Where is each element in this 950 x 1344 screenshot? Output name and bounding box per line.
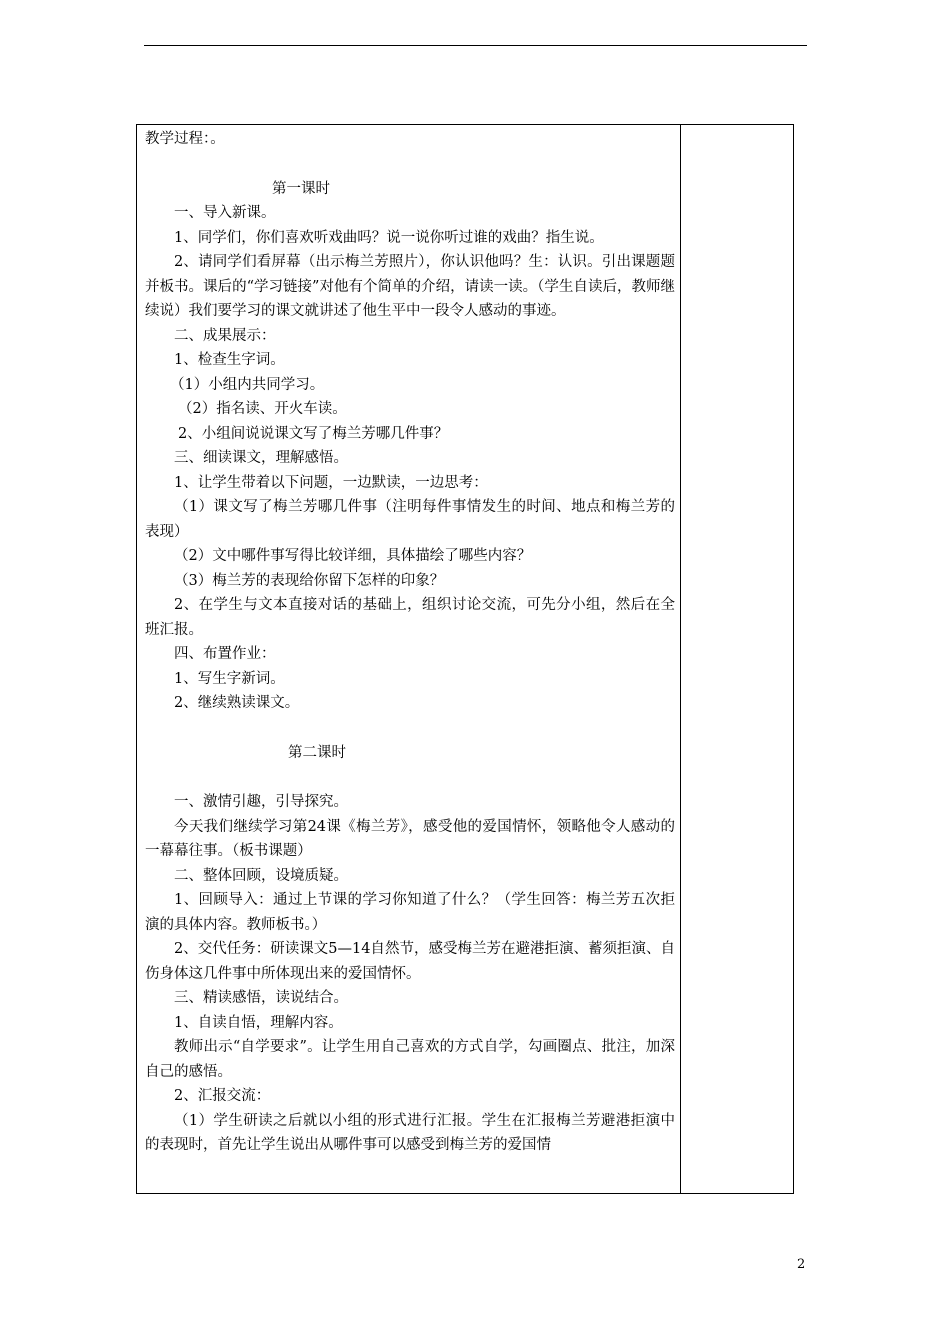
header-rule bbox=[144, 45, 807, 46]
page-number: 2 bbox=[797, 1257, 806, 1272]
paragraph: （3）梅兰芳的表现给你留下怎样的印象？ bbox=[174, 572, 445, 589]
paragraph: 2、请同学们看屏幕（出示梅兰芳照片），你认识他吗？生：认识。引出课题题并板书。课后的“学习链接”对他有个简单的介绍，请读一读。（学生自读后，教师继续说）我们要学习的课文就讲述了他生平中一段令人感动的事迹。 bbox=[145, 254, 675, 319]
paragraph: （1）课文写了梅兰芳哪几件事（注明每件事情发生的时间、地点和梅兰芳的表现） bbox=[145, 499, 675, 540]
paragraph: 2、汇报交流： bbox=[174, 1088, 271, 1104]
paragraph: 2、继续熟读课文。 bbox=[174, 695, 300, 711]
paragraph: 1、回顾导入：通过上节课的学习你知道了什么？（学生回答：梅兰芳五次拒演的具体内容。教师板书。） bbox=[145, 892, 675, 933]
paragraph: （2）文中哪件事写得比较详细，具体描绘了哪些内容？ bbox=[174, 548, 532, 564]
paragraph: 三、精读感悟，读说结合。 bbox=[174, 990, 348, 1006]
paragraph: 一、导入新课。 bbox=[174, 205, 276, 221]
paragraph: （1）小组内共同学习。 bbox=[170, 376, 325, 393]
paragraph: 2、在学生与文本直接对话的基础上，组织讨论交流，可先分小组，然后在全班汇报。 bbox=[145, 597, 675, 638]
paragraph: 四、布置作业： bbox=[174, 646, 276, 662]
paragraph: 1、自读自悟，理解内容。 bbox=[174, 1014, 343, 1031]
paragraph: 今天我们继续学习第24课《梅兰芳》，感受他的爱国情怀，领略他令人感动的一幕幕往事。（板书课题） bbox=[145, 818, 675, 859]
teaching-process-heading: 教学过程：。 bbox=[145, 131, 225, 147]
paragraph: 三、细读课文，理解感悟。 bbox=[174, 450, 348, 466]
paragraph: 2、小组间说说课文写了梅兰芳哪几件事？ bbox=[178, 425, 449, 442]
lesson-2-title: 第二课时 bbox=[288, 744, 346, 761]
lesson-1-title: 第一课时 bbox=[272, 180, 330, 197]
lesson-content bbox=[145, 127, 675, 1158]
paragraph: （2）指名读、开火车读。 bbox=[178, 401, 347, 417]
paragraph: 1、写生字新词。 bbox=[174, 670, 285, 687]
paragraph: 二、成果展示： bbox=[174, 327, 276, 344]
paragraph: （1）学生研读之后就以小组的形式进行汇报。学生在汇报梅兰芳避港拒演中的表现时，首先让学生说出从哪件事可以感受到梅兰芳的爱国情 bbox=[145, 1112, 675, 1153]
paragraph: 一、激情引趣，引导探究。 bbox=[174, 794, 348, 810]
paragraph: 2、交代任务：研读课文5—14自然节，感受梅兰芳在避港拒演、蓄须拒演、自伤身体这几件事中所体现出来的爱国情怀。 bbox=[145, 941, 675, 982]
paragraph: 教师出示“自学要求”。让学生用自己喜欢的方式自学，勾画圈点、批注，加深自己的感悟。 bbox=[145, 1039, 675, 1080]
paragraph: 1、同学们，你们喜欢听戏曲吗？说一说你听过谁的戏曲？指生说。 bbox=[174, 229, 604, 246]
paragraph: 二、整体回顾，设境质疑。 bbox=[174, 867, 348, 884]
notes-column-divider bbox=[680, 124, 681, 1194]
paragraph: 1、检查生字词。 bbox=[174, 352, 285, 368]
paragraph: 1、让学生带着以下问题，一边默读，一边思考： bbox=[174, 474, 488, 491]
